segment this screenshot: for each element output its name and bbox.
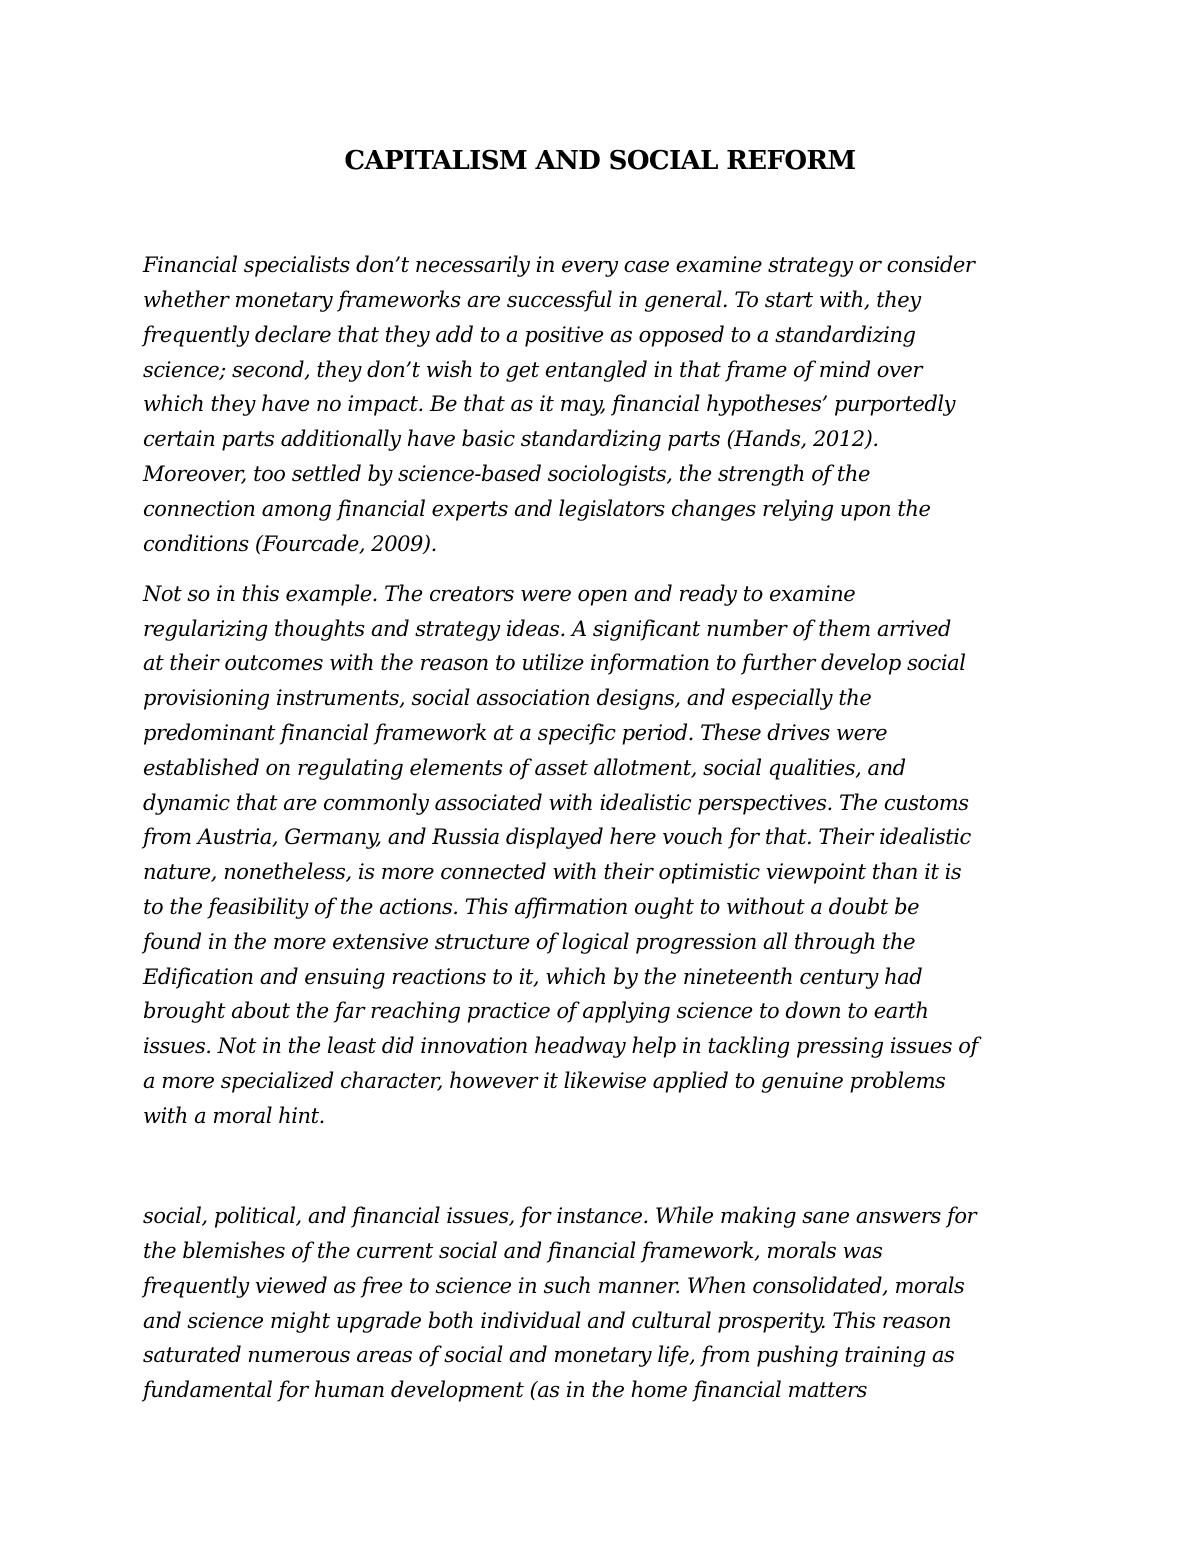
text-line: found in the more extensive structure of logical progression all through the bbox=[143, 930, 916, 954]
text-line: regularizing thoughts and strategy ideas. A significant number of them arrived bbox=[143, 617, 951, 641]
text-line: to the feasibility of the actions. This affirmation ought to without a doubt be bbox=[143, 895, 920, 919]
document-title: CAPITALISM AND SOCIAL REFORM bbox=[344, 146, 856, 176]
text-line: science; second, they don’t wish to get entangled in that frame of mind over bbox=[143, 358, 922, 382]
text-line: conditions (Fourcade, 2009). bbox=[143, 532, 437, 556]
text-line: connection among financial experts and legislators changes relying upon the bbox=[143, 497, 931, 521]
text-line: at their outcomes with the reason to utilize information to further develop social bbox=[143, 651, 966, 675]
text-line: social, political, and financial issues, for instance. While making sane answers for bbox=[143, 1204, 977, 1228]
text-line: the blemishes of the current social and financial framework, morals was bbox=[143, 1239, 883, 1263]
text-line: Financial specialists don’t necessarily in every case examine strategy or consider bbox=[143, 253, 975, 277]
text-line: brought about the far reaching practice of applying science to down to earth bbox=[143, 999, 929, 1023]
text-line: from Austria, Germany, and Russia displayed here vouch for that. Their idealistic bbox=[143, 825, 971, 849]
text-line: a more specialized character, however it likewise applied to genuine problems bbox=[143, 1069, 946, 1093]
text-line: dynamic that are commonly associated with idealistic perspectives. The customs bbox=[143, 791, 969, 815]
text-line: Moreover, too settled by science-based sociologists, the strength of the bbox=[143, 462, 870, 486]
text-line: Edification and ensuing reactions to it, which by the nineteenth century had bbox=[143, 965, 923, 989]
text-line: whether monetary frameworks are successful in general. To start with, they bbox=[143, 288, 921, 312]
text-line: fundamental for human development (as in the home financial matters bbox=[143, 1378, 867, 1402]
text-line: certain parts additionally have basic standardizing parts (Hands, 2012). bbox=[143, 427, 879, 451]
text-line: issues. Not in the least did innovation headway help in tackling pressing issues of bbox=[143, 1034, 978, 1058]
text-line: provisioning instruments, social association designs, and especially the bbox=[143, 686, 872, 710]
text-line: frequently declare that they add to a positive as opposed to a standardizing bbox=[143, 323, 916, 347]
text-line: nature, nonetheless, is more connected with their optimistic viewpoint than it is bbox=[143, 860, 962, 884]
text-line: with a moral hint. bbox=[143, 1104, 325, 1128]
text-line: predominant financial framework at a specific period. These drives were bbox=[143, 721, 888, 745]
text-line: and science might upgrade both individual and cultural prosperity. This reason bbox=[143, 1309, 952, 1333]
text-line: frequently viewed as free to science in such manner. When consolidated, morals bbox=[143, 1274, 965, 1298]
text-line: Not so in this example. The creators were open and ready to examine bbox=[143, 582, 856, 606]
text-line: saturated numerous areas of social and monetary life, from pushing training as bbox=[143, 1343, 955, 1367]
text-line: which they have no impact. Be that as it may, financial hypotheses’ purportedly bbox=[143, 392, 956, 416]
text-line: established on regulating elements of asset allotment, social qualities, and bbox=[143, 756, 906, 780]
